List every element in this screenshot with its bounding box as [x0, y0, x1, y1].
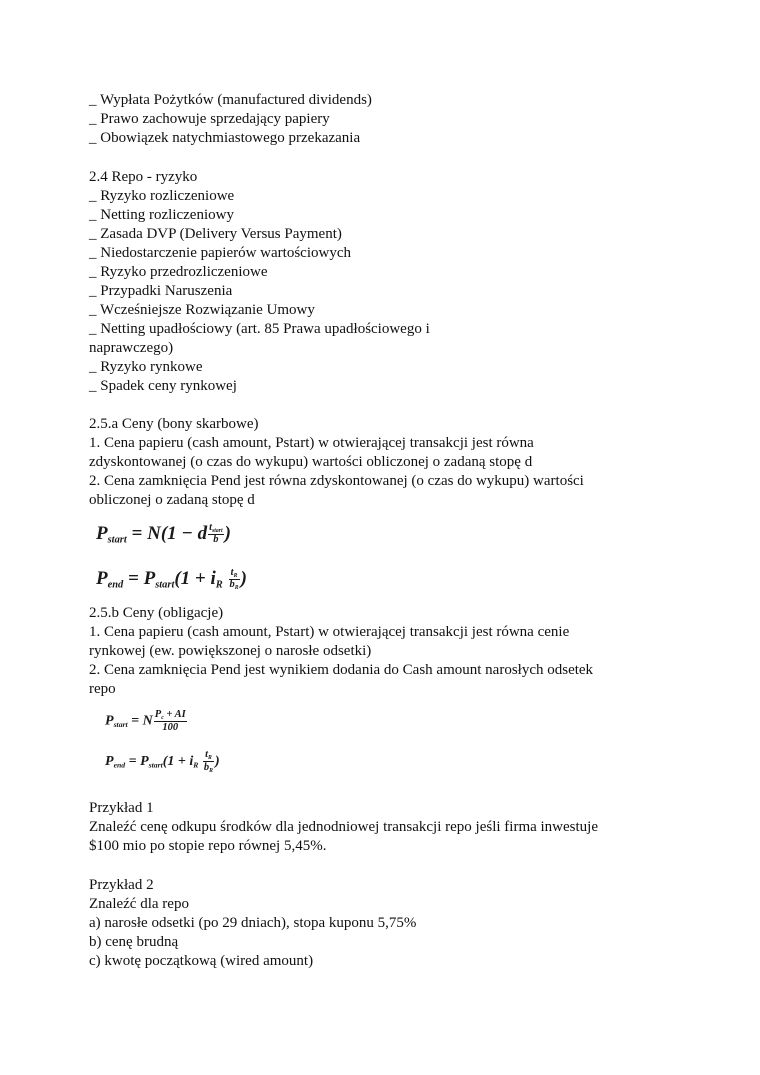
prices-a-section	[89, 415, 689, 510]
section-heading: 2.4 Repo - ryzyko	[89, 169, 198, 185]
paragraph-line: $100 mio po stopie repo równej 5,45%.	[89, 838, 327, 854]
paragraph-line: Znaleźć cenę odkupu środków dla jednodniowej transakcji repo jeśli firma inwestuje	[89, 819, 599, 835]
paragraph-line: 2. Cena zamknięcia Pend jest równa zdyskontowanej (o czas do wykupu) wartości	[89, 473, 584, 489]
list-item-continuation: naprawczego)	[89, 340, 174, 356]
list-item: _ Spadek ceny rynkowej	[89, 378, 237, 394]
formula-p-end-bonds: $P_{end} = P_{start}(1 + i_R$ $\frac{t_R}{b_R}$ )	[105, 749, 220, 775]
example-2	[89, 876, 689, 971]
list-item: _ Ryzyko przedrozliczeniowe	[89, 264, 268, 280]
paragraph-line: obliczonej o zadaną stopę d	[89, 492, 255, 508]
list-item: _ Przypadki Naruszenia	[89, 283, 233, 299]
prices-b-section	[89, 604, 689, 699]
list-item: c) kwotę początkową (wired amount)	[89, 953, 314, 969]
formula-p-start-bonds: $P_{start} = N$ $\frac{P_c + AI}{100}$	[105, 709, 186, 734]
list-item: _ Wypłata Pożytków (manufactured dividends)	[89, 92, 372, 108]
list-item: b) cenę brudną	[89, 934, 179, 950]
formula-p-end-bills: $P_{end} = P_{start}(1 + i_R$ $\frac{t_R}{b_R}$ )	[96, 567, 247, 592]
paragraph-line: 2. Cena zamknięcia Pend jest wynikiem dodania do Cash amount narosłych odsetek	[89, 662, 594, 678]
paragraph-line: rynkowej (ew. powiększonej o narosłe odsetki)	[89, 643, 372, 659]
paragraph-line: repo	[89, 681, 116, 697]
list-item: _ Ryzyko rynkowe	[89, 359, 203, 375]
list-item: _ Niedostarczenie papierów wartościowych	[89, 245, 351, 261]
section-heading: 2.5.a Ceny (bony skarbowe)	[89, 416, 259, 432]
example-1	[89, 799, 689, 856]
paragraph-line: 1. Cena papieru (cash amount, Pstart) w otwierającej transakcji jest równa cenie	[89, 624, 570, 640]
example-heading: Przykład 1	[89, 800, 154, 816]
formula-p-start-bills: $P_{start} = N(1 - d$ $\frac{t_{start}}{b}$ )	[96, 522, 231, 546]
list-item: _ Wcześniejsze Rozwiązanie Umowy	[89, 302, 315, 318]
list-item: _ Zasada DVP (Delivery Versus Payment)	[89, 226, 342, 242]
list-item: _ Netting rozliczeniowy	[89, 207, 234, 223]
list-item: _ Ryzyko rozliczeniowe	[89, 188, 235, 204]
example-heading: Przykład 2	[89, 877, 154, 893]
paragraph-line: 1. Cena papieru (cash amount, Pstart) w otwierającej transakcji jest równa	[89, 435, 534, 451]
risk-section	[89, 168, 689, 396]
top-list	[89, 91, 689, 148]
list-item: _ Obowiązek natychmiastowego przekazania	[89, 130, 361, 146]
list-item: a) narosłe odsetki (po 29 dniach), stopa kuponu 5,75%	[89, 915, 417, 931]
section-heading: 2.5.b Ceny (obligacje)	[89, 605, 224, 621]
paragraph-line: Znaleźć dla repo	[89, 896, 189, 912]
list-item: _ Netting upadłościowy (art. 85 Prawa upadłościowego i	[89, 321, 430, 337]
list-item: _ Prawo zachowuje sprzedający papiery	[89, 111, 330, 127]
paragraph-line: zdyskontowanej (o czas do wykupu) wartości obliczonej o zadaną stopę d	[89, 454, 533, 470]
